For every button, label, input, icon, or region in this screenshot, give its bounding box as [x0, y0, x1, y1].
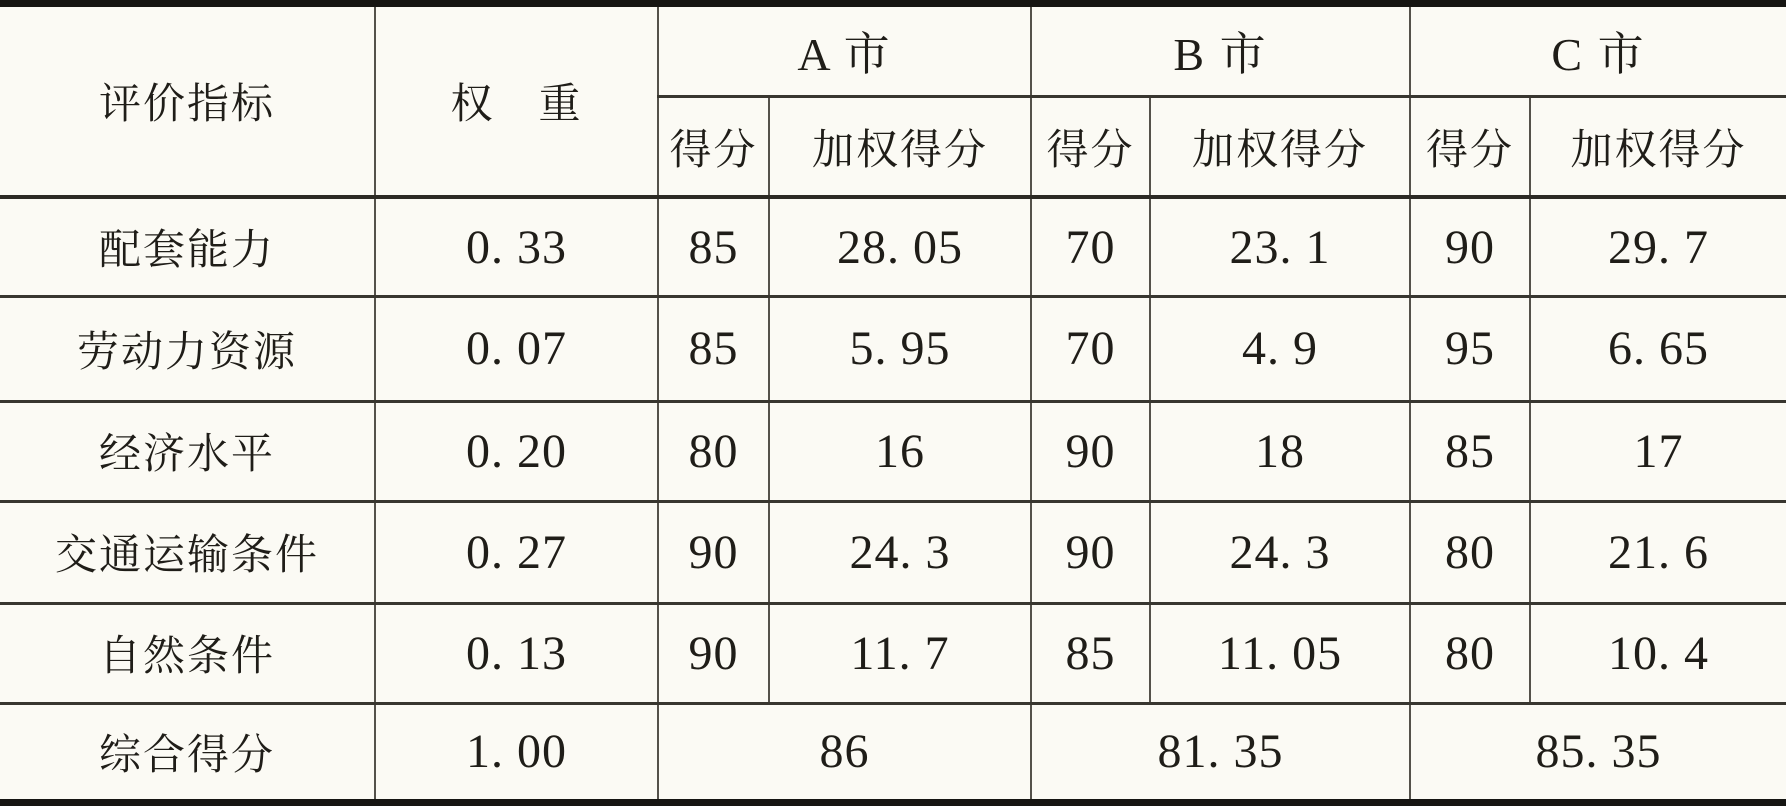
city-c-score-cell: 80	[1410, 603, 1530, 703]
city-b-weighted-cell: 4. 9	[1150, 296, 1410, 401]
city-b-weighted-cell: 24. 3	[1150, 501, 1410, 603]
city-b-score-cell: 70	[1031, 296, 1150, 401]
city-c-header-cell: C 市	[1410, 4, 1786, 97]
row-weight-cell: 0. 20	[375, 401, 658, 501]
row-weight-cell: 0. 33	[375, 197, 658, 296]
city-b-score-cell: 70	[1031, 197, 1150, 296]
weight-header-cell: 权 重	[375, 4, 658, 198]
city-c-weighted-cell: 17	[1530, 401, 1786, 501]
city-c-score-cell: 90	[1410, 197, 1530, 296]
row-indicator-cell: 自然条件	[0, 603, 375, 703]
city-a-weighted-cell: 11. 7	[769, 603, 1031, 703]
row-indicator-cell: 经济水平	[0, 401, 375, 501]
city-a-score-cell: 80	[658, 401, 769, 501]
table-row	[0, 501, 1786, 603]
city-c-weighted-header-cell: 加权得分	[1530, 96, 1786, 197]
city-a-score-header-cell: 得分	[658, 96, 769, 197]
city-c-score-cell: 95	[1410, 296, 1530, 401]
city-a-weighted-cell: 28. 05	[769, 197, 1031, 296]
table-row	[0, 197, 1786, 296]
indicator-header-cell: 评价指标	[0, 4, 375, 198]
row-indicator-cell: 交通运输条件	[0, 501, 375, 603]
city-a-weighted-cell: 24. 3	[769, 501, 1031, 603]
city-a-weighted-cell: 16	[769, 401, 1031, 501]
total-indicator-cell: 综合得分	[0, 703, 375, 802]
city-a-score-cell: 85	[658, 197, 769, 296]
city-b-score-cell: 90	[1031, 401, 1150, 501]
city-c-weighted-cell: 10. 4	[1530, 603, 1786, 703]
table-row	[0, 603, 1786, 703]
table-row	[0, 296, 1786, 401]
city-c-score-header-cell: 得分	[1410, 96, 1530, 197]
city-b-score-header-cell: 得分	[1031, 96, 1150, 197]
row-weight-cell: 0. 07	[375, 296, 658, 401]
city-b-weighted-cell: 18	[1150, 401, 1410, 501]
city-a-header-cell: A 市	[658, 4, 1031, 97]
city-c-weighted-cell: 21. 6	[1530, 501, 1786, 603]
city-c-total-cell: 85. 35	[1410, 703, 1786, 802]
city-c-weighted-cell: 29. 7	[1530, 197, 1786, 296]
city-c-score-cell: 80	[1410, 501, 1530, 603]
city-c-score-cell: 85	[1410, 401, 1530, 501]
total-row	[0, 703, 1786, 802]
city-b-weighted-header-cell: 加权得分	[1150, 96, 1410, 197]
city-a-score-cell: 85	[658, 296, 769, 401]
row-weight-cell: 0. 27	[375, 501, 658, 603]
row-indicator-cell: 配套能力	[0, 197, 375, 296]
city-b-header-cell: B 市	[1031, 4, 1410, 97]
city-b-score-cell: 85	[1031, 603, 1150, 703]
city-a-score-cell: 90	[658, 603, 769, 703]
header-row-cities	[0, 4, 1786, 97]
city-b-total-cell: 81. 35	[1031, 703, 1410, 802]
table-row	[0, 401, 1786, 501]
row-weight-cell: 0. 13	[375, 603, 658, 703]
total-weight-cell: 1. 00	[375, 703, 658, 802]
city-b-score-cell: 90	[1031, 501, 1150, 603]
city-a-weighted-header-cell: 加权得分	[769, 96, 1031, 197]
city-a-total-cell: 86	[658, 703, 1031, 802]
city-b-weighted-cell: 23. 1	[1150, 197, 1410, 296]
city-a-score-cell: 90	[658, 501, 769, 603]
city-a-weighted-cell: 5. 95	[769, 296, 1031, 401]
city-b-weighted-cell: 11. 05	[1150, 603, 1410, 703]
city-c-weighted-cell: 6. 65	[1530, 296, 1786, 401]
row-indicator-cell: 劳动力资源	[0, 296, 375, 401]
